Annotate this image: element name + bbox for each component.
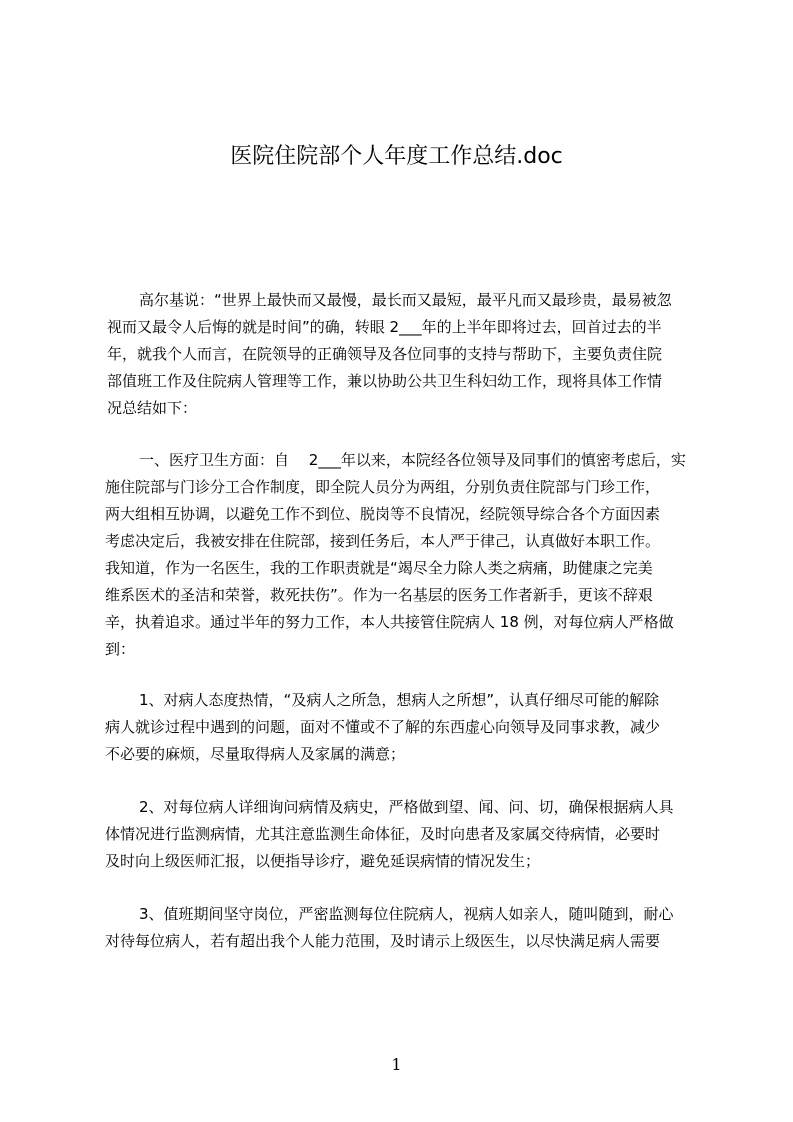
paragraph-5-line-1: 3、值班期间坚守岗位，严密监测每位住院病人，视病人如亲人，随叫随到，耐心 — [139, 905, 674, 923]
paragraph-2-line-5: 我知道，作为一名医生，我的工作职责就是“竭尽全力除人类之病痛，助健康之完美 — [105, 559, 653, 577]
paragraph-2-line-6: 维系医术的圣洁和荣誉，救死扶伤”。作为一名基层的医务工作者新手，更该不辞艰 — [105, 586, 653, 604]
paragraph-3-line-1: 1、对病人态度热情，“及病人之所急，想病人之所想”，认真仔细尽可能的解除 — [139, 691, 660, 709]
paragraph-2-line-2: 施住院部与门诊分工合作制度，即全院人员分为两组，分别负责住院部与门珍工作， — [105, 478, 661, 496]
paragraph-4-line-2: 体情况进行监测病情，尤其注意监测生命体征，及时向患者及家属交待病情，必要时 — [105, 825, 661, 843]
paragraph-2-line-7: 辛，执着追求。通过半年的努力工作，本人共接管住院病人 18 例，对每位病人严格做 — [105, 613, 674, 631]
paragraph-4-line-1: 2、对每位病人详细询问病情及病史，严格做到望、闻、问、切，确保根据病人具 — [139, 798, 674, 816]
paragraph-1-line-4: 部值班工作及住院病人管理等工作，兼以协助公共卫生科妇幼工作，现将具体工作情 — [107, 372, 663, 390]
paragraph-2-line-3: 两大组相互协调，以避免工作不到位、脱岗等不良情况，经院领导综合各个方面因素 — [105, 505, 661, 523]
paragraph-5-line-2: 对待每位病人，若有超出我个人能力范围，及时请示上级医生，以尽快满足病人需要 — [105, 932, 661, 950]
paragraph-1-line-3: 年，就我个人而言，在院领导的正确领导及各位同事的支持与帮助下，主要负责住院 — [107, 345, 663, 363]
paragraph-4-line-3: 及时向上级医师汇报，以便指导诊疗，避免延误病情的情况发生； — [105, 852, 541, 870]
paragraph-1-line-2: 视而又最令人后悔的就是时间”的确，转眼 2___年的上半年即将过去，回首过去的半 — [107, 318, 662, 336]
paragraph-2-line-1: 一、医疗卫生方面：自 2___年以来，本院经各位领导及同事们的慎密考虑后，实 — [139, 451, 686, 469]
paragraph-3-line-3: 不必要的麻烦，尽量取得病人及家属的满意； — [105, 745, 406, 763]
paragraph-2-line-8: 到： — [105, 640, 136, 658]
document-title: 医院住院部个人年度工作总结.doc — [230, 144, 563, 169]
paragraph-2-line-4: 考虑决定后，我被安排在住院部，接到任务后，本人严于律己，认真做好本职工作。 — [105, 532, 661, 550]
paragraph-1-line-1: 高尔基说：“世界上最快而又最慢，最长而又最短，最平凡而又最珍贵，最易被忽 — [139, 291, 672, 309]
paragraph-3-line-2: 病人就诊过程中遇到的问题，面对不懂或不了解的东西虚心向领导及同事求教，减少 — [105, 718, 661, 736]
page-number: 1 — [391, 1055, 402, 1074]
paragraph-1-line-5: 况总结如下： — [107, 399, 198, 417]
